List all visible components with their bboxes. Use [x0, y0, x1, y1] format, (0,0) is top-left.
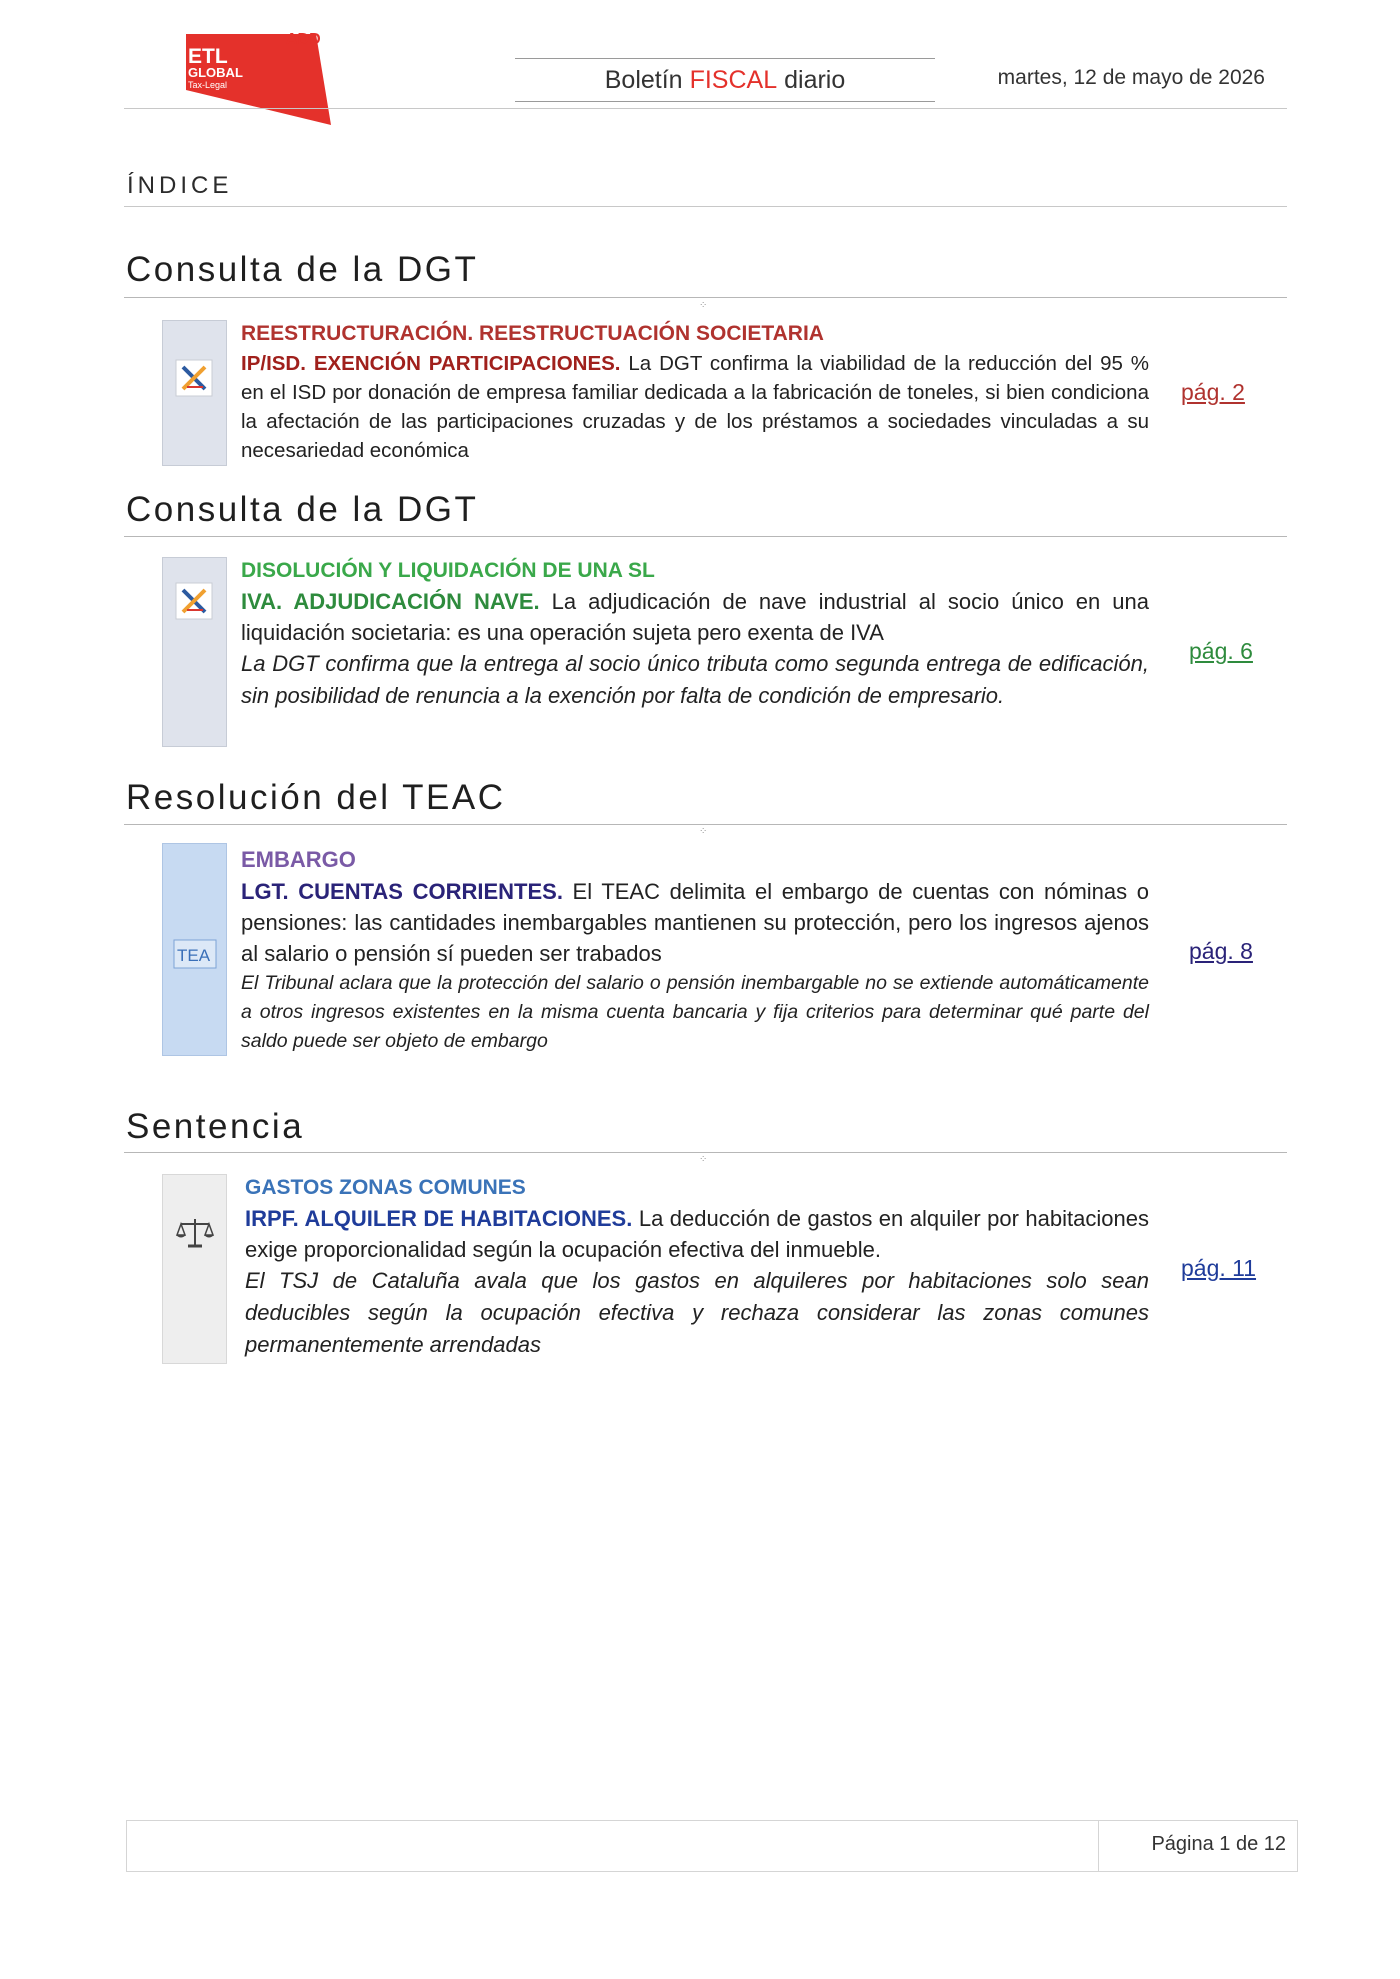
index-divider [124, 206, 1287, 207]
header-divider [124, 108, 1287, 109]
etl-global-logo [186, 30, 331, 125]
footer-divider [1098, 1820, 1099, 1872]
anchor-icon: ⁘ [699, 1154, 708, 1165]
aeat-x-icon [175, 582, 213, 620]
entry-summary-text: La deducción de gastos en alquiler por habitaciones exige proporcionalidad según la ocupación efectiva del inmueble. [245, 1206, 1149, 1262]
page-link[interactable]: pág. 6 [1189, 638, 1253, 664]
entry-category: REESTRUCTURACIÓN. REESTRUCTUACIÓN SOCIETARIA [241, 322, 824, 345]
entry-summary [241, 876, 1149, 969]
entry-category: EMBARGO [241, 847, 356, 872]
entry-summary [241, 349, 1149, 465]
bulletin-title-post: diario [784, 65, 846, 94]
section-heading: Resolución del TEAC [126, 778, 506, 817]
anchor-icon: ⁘ [699, 300, 708, 311]
page-link[interactable]: pág. 2 [1181, 379, 1245, 405]
section-icon-band [162, 843, 227, 1056]
svg-text:TEA: TEA [177, 946, 211, 965]
entry-note: El Tribunal aclara que la protección del salario o pensión inembargable no se extiende automáticamente a otros ingresos existentes en la misma cuenta bancaria y fija criterios para determinar qué parte del saldo puede ser objeto de embargo [241, 972, 1149, 1052]
svg-text:ETL: ETL [188, 45, 228, 68]
entry-category: GASTOS ZONAS COMUNES [245, 1176, 526, 1199]
aeat-x-icon [175, 359, 213, 397]
entry-summary [245, 1203, 1149, 1265]
svg-text:GLOBAL: GLOBAL [188, 65, 243, 80]
scales-icon [175, 1213, 215, 1253]
section-heading: Sentencia [126, 1107, 305, 1146]
section-divider [124, 1152, 1287, 1153]
bulletin-title-pre: Boletín [604, 65, 683, 94]
page-number: Página 1 de 12 [1151, 1833, 1286, 1855]
teac-icon [173, 939, 217, 969]
entry-summary-text: El TEAC delimita el embargo de cuentas con nóminas o pensiones: las cantidades inembargables mantienen su protección, pero los ingresos ajenos al salario o pensión sí pueden ser trabados [241, 879, 1149, 966]
page-link[interactable]: pág. 8 [1189, 938, 1253, 964]
entry-lead: IP/ISD. EXENCIÓN PARTICIPACIONES. [241, 352, 621, 375]
entry-note: El TSJ de Cataluña avala que los gastos en alquileres por habitaciones solo sean deducibles según la ocupación efectiva y rechaza considerar las zonas comunes permanentemente arrendadas [245, 1268, 1149, 1357]
entry-summary-text: La DGT confirma la viabilidad de la reducción del 95 % en el ISD por donación de empresa familiar dedicada a la fabricación de toneles, si bien condiciona la afectación de las participaciones cruzadas y de los préstamos a sociedades vinculadas a su necesariedad económica [241, 352, 1149, 462]
bulletin-date: martes, 12 de mayo de 2026 [997, 66, 1265, 89]
index-label: ÍNDICE [127, 172, 233, 199]
index-entry [241, 847, 1149, 1056]
bulletin-title [515, 58, 935, 102]
entry-summary-text: La adjudicación de nave industrial al socio único en una liquidación societaria: es una operación sujeta pero exenta de IVA [241, 589, 1149, 645]
entry-lead: IRPF. ALQUILER DE HABITACIONES. [245, 1206, 633, 1231]
section-icon-band [162, 557, 227, 747]
section-divider [124, 536, 1287, 537]
section-divider [124, 297, 1287, 298]
section-icon-band [162, 1174, 227, 1364]
bulletin-title-accent: FISCAL [689, 65, 778, 94]
svg-text:Tax-Legal: Tax-Legal [188, 80, 228, 90]
index-entry [241, 322, 1149, 465]
page-link[interactable]: pág. 11 [1181, 1255, 1257, 1281]
index-entry [245, 1176, 1149, 1361]
entry-lead: IVA. ADJUDICACIÓN NAVE. [241, 589, 540, 614]
section-heading: Consulta de la DGT [126, 490, 479, 529]
svg-text:ADD: ADD [286, 31, 321, 48]
anchor-icon: ⁘ [699, 826, 708, 837]
entry-category: DISOLUCIÓN Y LIQUIDACIÓN DE UNA SL [241, 559, 655, 582]
entry-lead: LGT. CUENTAS CORRIENTES. [241, 879, 563, 904]
entry-summary [241, 586, 1149, 648]
entry-note: La DGT confirma que la entrega al socio único tributa como segunda entrega de edificación, sin posibilidad de renuncia a la exención por falta de condición de empresario. [241, 651, 1149, 708]
section-icon-band [162, 320, 227, 466]
section-divider [124, 824, 1287, 825]
index-entry [241, 559, 1149, 712]
section-heading: Consulta de la DGT [126, 250, 479, 289]
